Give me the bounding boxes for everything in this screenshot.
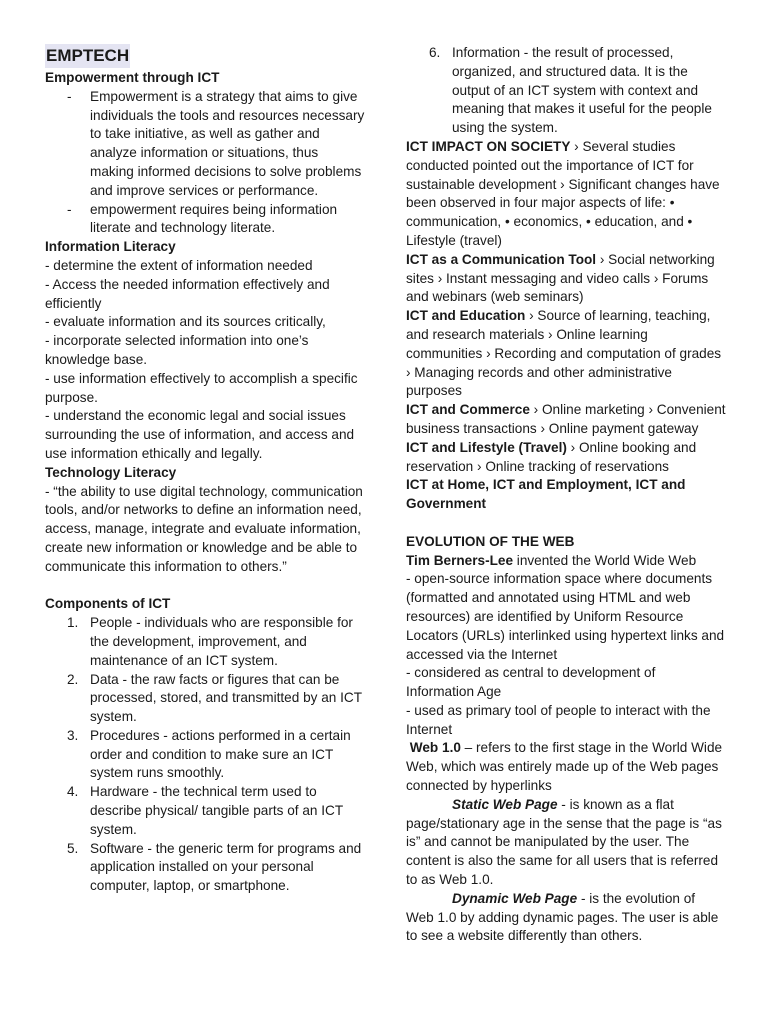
list-item: 6. Information - the result of processed, organized, and structured data. It is the output of an ICT system with context and meaning that makes it useful for the people using the system. [429, 45, 712, 136]
heading-evolution: EVOLUTION OF THE WEB [406, 533, 575, 549]
static-web-paragraph: Static Web Page - is known as a flat page/stationary age in the sense that the page is “as is” and cannot be manipulated by the user. The content is also the same for all users that is referred to as Web 1.0. [406, 796, 722, 888]
info-literacy-line: - incorporate selected information into one’s knowledge base. [45, 333, 309, 367]
dynamic-web-paragraph: Dynamic Web Page - is the evolution of Web 1.0 by adding dynamic pages. The user is able to see a website differently than others. [406, 890, 719, 944]
spacer [406, 514, 726, 533]
web-line: - open-source information space where documents (formatted and annotated using HTML and web resources) are identified by Uniform Resource Locators (URLs) interlinked using hypertext links and accessed via the Internet [406, 571, 725, 662]
info-literacy-line: - evaluate information and its sources critically, [45, 314, 326, 330]
web-line: - used as primary tool of people to interact with the Internet [406, 702, 711, 737]
document-title: EMPTECH [45, 44, 130, 68]
components-list [45, 614, 365, 896]
education-paragraph: ICT and Education › Source of learning, teaching, and research materials › Online learning communities › Recording and computation of grades › Managing records and other administrative purposes [406, 308, 722, 399]
list-item: 3. Procedures - actions performed in a certain order and condition to make sure an ICT system runs smoothly. [67, 727, 351, 781]
info-literacy-line: - use information effectively to accomplish a specific purpose. [45, 370, 358, 405]
right-column [406, 44, 726, 946]
list-item: 5. Software - the generic term for programs and application installed on your personal computer, laptop, or smartphone. [67, 840, 362, 894]
components-list-continued [406, 44, 726, 138]
spacer [45, 577, 365, 596]
list-item: 1. People - individuals who are responsible for the development, improvement, and maintenance of an ICT system. [67, 615, 353, 668]
list-item: 4. Hardware - the technical term used to describe physical/ tangible parts of an ICT system. [67, 784, 343, 837]
commerce-paragraph: ICT and Commerce › Online marketing › Convenient business transactions › Online payment gateway [406, 402, 726, 436]
impact-paragraph: ICT IMPACT ON SOCIETY › Several studies conducted pointed out the importance of ICT for sustainable development › Significant changes have been observed in four major aspects of life: • communication, • economics, • education, and • Lifestyle (travel) [406, 138, 720, 248]
left-column [45, 44, 365, 896]
heading-components: Components of ICT [45, 596, 171, 612]
communication-paragraph: ICT as a Communication Tool › Social networking sites › Instant messaging and video calls › Forums and webinars (web seminars) [406, 251, 715, 305]
info-literacy-line: - determine the extent of information needed [45, 257, 313, 273]
heading-empowerment: Empowerment through ICT [45, 70, 220, 85]
info-literacy-line: - understand the economic legal and social issues surrounding the use of information, and access and use information ethically and legally. [45, 408, 355, 461]
heading-technology-literacy: Technology Literacy [45, 464, 177, 480]
home-employment-government: ICT at Home, ICT and Employment, ICT and Government [406, 477, 686, 512]
empowerment-list [45, 88, 365, 238]
web-line: - considered as central to development of Information Age [406, 665, 656, 700]
list-item: - empowerment requires being information literate and technology literate. [67, 201, 338, 236]
web1-paragraph: Web 1.0 – refers to the first stage in the World Wide Web, which was entirely made up of the Web pages connected by hyperlinks [406, 740, 723, 794]
list-item: 2. Data - the raw facts or figures that can be processed, stored, and transmitted by an ICT system. [67, 671, 362, 725]
heading-information-literacy: Information Literacy [45, 239, 176, 255]
lifestyle-paragraph: ICT and Lifestyle (Travel) › Online booking and reservation › Online tracking of reservations [406, 439, 697, 474]
list-item: - Empowerment is a strategy that aims to give individuals the tools and resources necessary to take initiative, as well as gather and analyze information or situations, thus making informed decisions to solve problems and improve services or performance. [67, 88, 365, 198]
info-literacy-line: - Access the needed information effectively and efficiently [45, 276, 330, 311]
berners-lee-paragraph: Tim Berners-Lee invented the World Wide Web [406, 552, 697, 568]
technology-literacy-text: - “the ability to use digital technology, communication tools, and/or networks to define an information need, access, manage, integrate and evaluate information, create new information or knowledge and be able to communicate this information to others.” [45, 483, 363, 574]
